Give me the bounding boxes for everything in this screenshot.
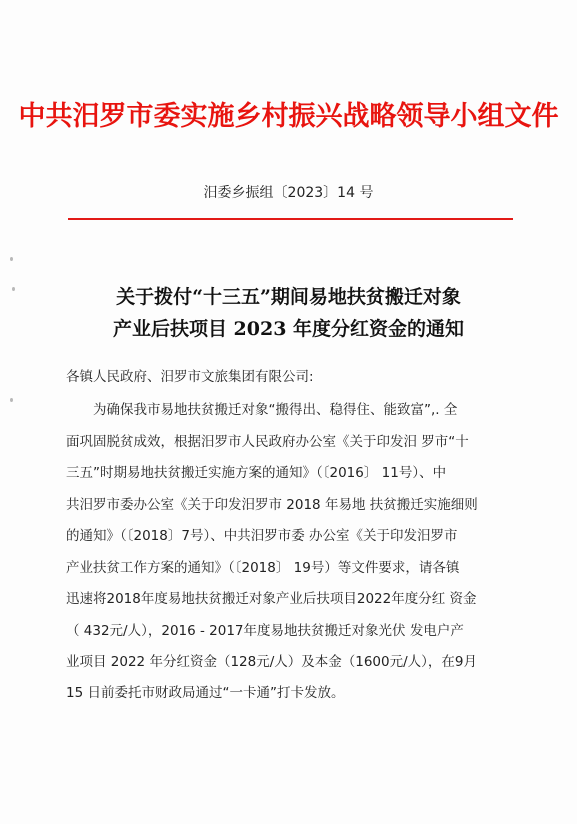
notice-title-line-2: 产业后扶项目 2023 年度分红资金的通知 [112, 318, 465, 340]
body-line: 15 日前委托市财政局通过“一卡通”打卡发放。 [66, 685, 345, 701]
salutation: 各镇人民政府、汨罗市文旅集团有限公司: [66, 369, 314, 385]
notice-title-line-1: 关于拨付“十三五”期间易地扶贫搬迁对象 [116, 286, 461, 308]
body-line: 面巩固脱贫成效，根据汨罗市人民政府办公室《关于印发汨 罗市“十 [66, 434, 469, 450]
scan-speck [10, 257, 13, 261]
body-line: 迅速将2018年度易地扶贫搬迁对象产业后扶项目2022年度分红 资金 [66, 591, 477, 607]
body-line: 为确保我市易地扶贫搬迁对象“搬得出、稳得住、能致富”,. 全 [66, 402, 458, 418]
body-line: 产业扶贫工作方案的通知》（〔2018〕 19号）等文件要求，请各镇 [66, 560, 460, 576]
scan-speck [12, 287, 15, 291]
body-line: 共汨罗市委办公室《关于印发汨罗市 2018 年易地 扶贫搬迁实施细则 [66, 497, 478, 513]
scan-speck [10, 398, 13, 402]
body-line: 业项目 2022 年分红资金（128元/人）及本金（1600元/人），在9月 [66, 654, 477, 670]
body-line: 三五”时期易地扶贫搬迁实施方案的通知》（〔2016〕 11号）、中 [66, 465, 447, 481]
body-line: （ 432元/人），2016 - 2017年度易地扶贫搬迁对象光伏 发电户产 [66, 623, 464, 639]
body-line: 的通知》（〔2018〕7号）、中共汨罗市委 办公室《关于印发汨罗市 [66, 528, 458, 544]
document-header-title: 中共汨罗市委实施乡村振兴战略领导小组文件 [18, 101, 559, 132]
document-number: 汨委乡振组〔2023〕14 号 [203, 185, 374, 201]
header-red-divider [68, 218, 513, 220]
